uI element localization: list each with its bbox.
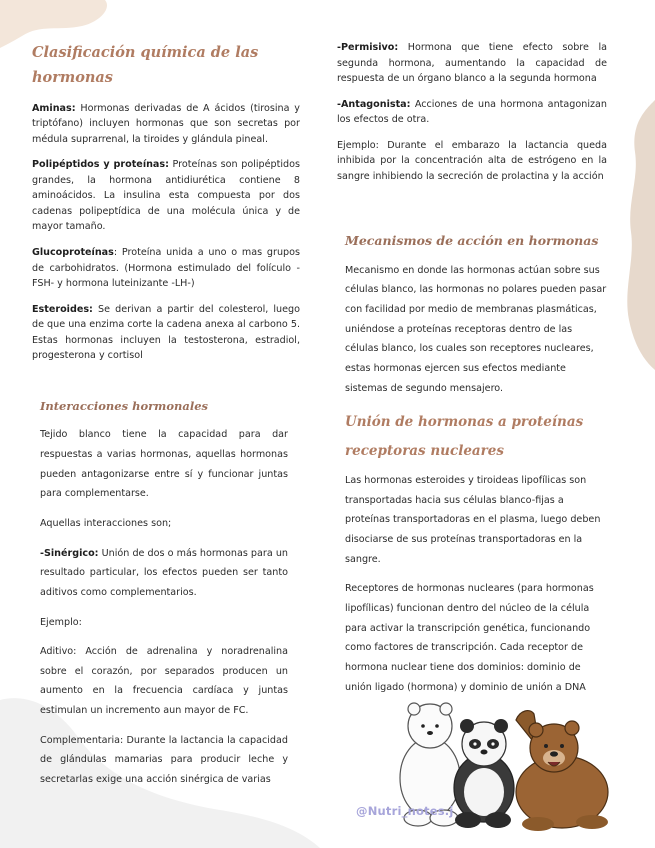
text-esteroides: Se derivan a partir del colesterol, luego de que una enzima corte la cadena anexa al carbono 5. Estas hormonas incluyen la testosterona, estradiol, progesterona y cortisol xyxy=(32,303,300,362)
paragraph-polipeptidos xyxy=(32,157,300,235)
term-glucoproteinas: Glucoproteínas xyxy=(32,247,114,258)
text-sinergico: Unión de dos o más hormonas para un resultado particular, los efectos pueden ser tanto aditivos como complementarios. xyxy=(40,547,288,598)
term-aminas: Aminas: xyxy=(32,102,76,114)
text-aminas: Hormonas derivadas de A ácidos (tirosina y triptófano) incluyen hormonas que son secretas por médula suprarrenal, la tiroides y glándula pineal. xyxy=(32,102,300,145)
paragraph-aditivo: Aditivo: Acción de adrenalina y noradrenalina sobre el corazón, por separados producen un aumento en la frecuencia cardíaca y juntas estimulan un incremento aun mayor de FC. xyxy=(40,646,288,717)
grizzly-bear xyxy=(516,711,608,831)
paragraph-aquellas: Aquellas interacciones son; xyxy=(40,517,172,529)
paragraph-tejido-blanco: Tejido blanco tiene la capacidad para dar respuestas a varias hormonas, aquellas hormonas pueden antagonizarse entre sí y funcionar juntas para complementarse. xyxy=(40,429,288,500)
right-column xyxy=(337,40,607,194)
paragraph-ejemplo-embarazo: Ejemplo: Durante el embarazo la lactancia queda inhibida por la concentración alta de estrógeno en la sangre inhibiendo la secreción de prolactina y la acción xyxy=(337,139,607,182)
paragraph-permisivo xyxy=(337,40,607,87)
text-antagonista: Acciones de una hormona antagonizan los efectos de otra. xyxy=(337,98,607,126)
text-glucoproteinas: : Proteína unida a uno o mas grupos de carbohidratos. (Hormona estimulado del folículo -FSH- y hormona luteinizante -LH-) xyxy=(32,247,300,290)
title-union-hormonas: Unión de hormonas a proteínas receptoras nucleares xyxy=(345,414,584,459)
title-clasificacion: Clasificación química de las hormonas xyxy=(32,44,259,87)
paragraph-sinergico xyxy=(40,544,288,603)
term-sinergico: -Sinérgico: xyxy=(40,547,99,559)
left-column-lower xyxy=(40,398,288,800)
panda-bear xyxy=(454,719,514,828)
paragraph-antagonista xyxy=(337,97,607,128)
paragraph-ejemplo: Ejemplo: xyxy=(40,616,82,628)
left-column xyxy=(32,40,300,374)
paragraph-aminas xyxy=(32,101,300,148)
paragraph-hormonas-esteroides: Las hormonas esteroides y tiroideas lipofílicas son transportadas hacia sus células blanco-fijas a proteínas transportadoras en el plasma, luego deben disociarse de sus proteínas transportadoras en la sangre. xyxy=(345,475,601,565)
paragraph-glucoproteinas xyxy=(32,245,300,292)
title-mecanismos: Mecanismos de acción en hormonas xyxy=(345,233,599,248)
term-permisivo: -Permisivo: xyxy=(337,42,399,53)
paragraph-esteroides xyxy=(32,302,300,364)
watermark-handle: @Nutri_notes.j xyxy=(356,804,454,818)
text-polipeptidos: Proteínas son polipéptidos grandes, la hormona antidiurética contiene 8 aminoácidos. La insulina esta compuesta por dos cadenas polipeptídica de una molécula única y de mayor tamaño. xyxy=(32,159,300,233)
paragraph-complementaria: Complementaria: Durante la lactancia la capacidad de glándulas mamarias para producir leche y secretarlas exige una acción sinérgica de varias xyxy=(40,734,288,786)
text-permisivo: Hormona que tiene efecto sobre la segunda hormona, aumentando la capacidad de respuesta de un órgano blanco a la segunda hormona xyxy=(337,42,607,85)
term-polipeptidos: Polipéptidos y proteínas: xyxy=(32,159,169,171)
right-edge-decorative-blob xyxy=(615,100,655,370)
paragraph-mecanismo: Mecanismo en donde las hormonas actúan sobre sus células blanco, las hormonas no polares pueden pasar con facilidad por medio de membranas plasmáticas, uniéndose a proteínas receptoras dentro de las células blanco, los cuales son receptores nucleares, estas hormonas ejercen sus efectos mediante sistemas de segundo mensajero. xyxy=(345,264,607,394)
subtitle-interacciones: Interacciones hormonales xyxy=(40,399,208,413)
term-antagonista: -Antagonista: xyxy=(337,98,411,110)
right-column-lower xyxy=(345,232,607,707)
term-esteroides: Esteroides: xyxy=(32,303,93,315)
paragraph-receptores-nucleares: Receptores de hormonas nucleares (para hormonas lipofílicas) funcionan dentro del núcleo de la célula para activar la transcripción genética, funcionando como factores de transcripción. Cada receptor de hormona nuclear tiene dos dominios: dominio de unión ligado (hormona) y dominio de unión a DNA xyxy=(345,583,594,693)
